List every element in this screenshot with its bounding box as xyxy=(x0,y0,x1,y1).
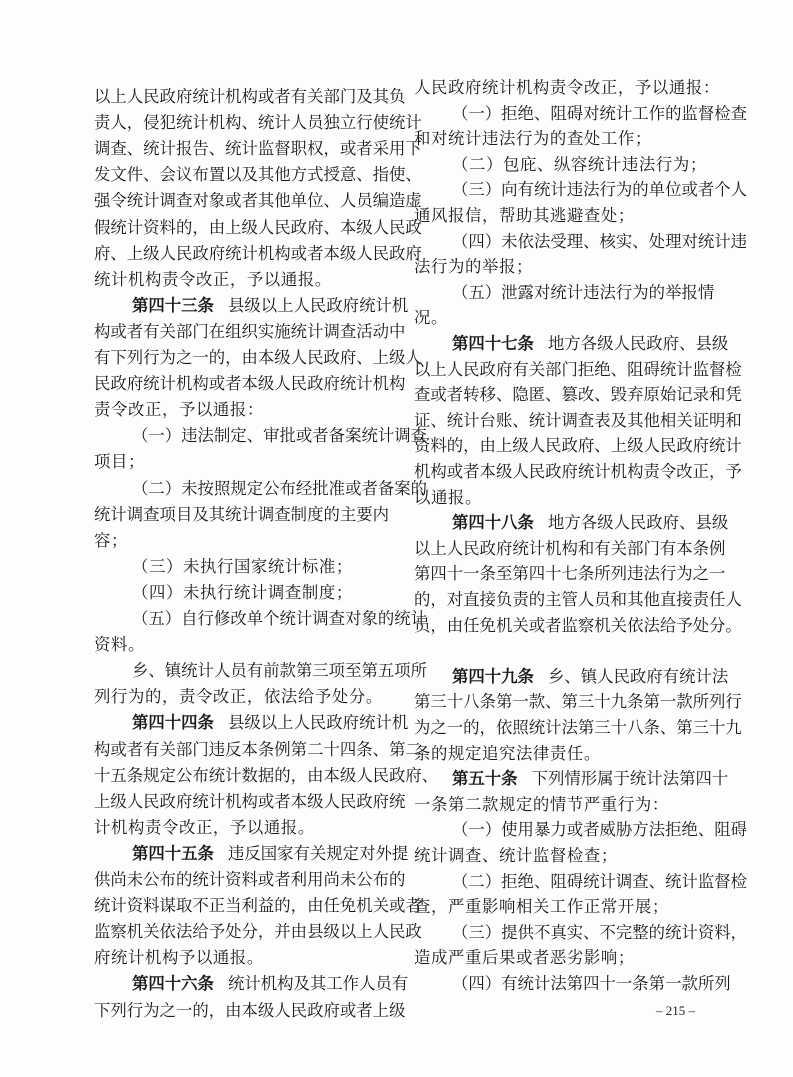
line-text: （四）未执行统计调查制度； xyxy=(132,582,353,602)
article-number: 第四十四条 xyxy=(132,713,214,733)
article-number: 第四十六条 xyxy=(132,974,214,994)
line-text: （五）自行修改单个统计调查对象的统计 xyxy=(132,609,428,628)
article-heading-line xyxy=(94,842,409,866)
line-text: 违反国家有关规定对外提 xyxy=(227,843,409,863)
text-line xyxy=(414,486,702,510)
line-text: 统计机构责令改正，予以通报。 xyxy=(94,269,332,289)
line-text: 供尚未公布的统计资料或者利用尚未公布的 xyxy=(94,870,406,889)
line-text: 机构或者本级人民政府统计机构责令改正，予 xyxy=(414,462,742,481)
text-line xyxy=(94,920,422,944)
text-line xyxy=(94,529,382,553)
text-line xyxy=(94,85,406,109)
line-text: 统计机构及其工作人员有 xyxy=(227,974,409,994)
text-line xyxy=(94,633,382,657)
line-text: 计机构责令改正，予以通报。 xyxy=(94,817,315,837)
text-line xyxy=(414,409,742,433)
line-text: 容； xyxy=(94,530,128,550)
text-line xyxy=(414,690,742,714)
article-number: 第四十三条 xyxy=(132,295,214,315)
line-text: （二）包庇、纵容统计违法行为； xyxy=(452,154,707,174)
text-line xyxy=(414,818,748,842)
line-text: 责人，侵犯统计机构、统计人员独立行使统计 xyxy=(94,113,422,133)
line-text: 以上人民政府统计机构和有关部门有本条例 xyxy=(414,538,726,558)
text-line xyxy=(414,870,748,894)
article-heading-line xyxy=(414,511,729,535)
text-line xyxy=(414,921,748,945)
text-line xyxy=(414,946,702,970)
text-line xyxy=(414,716,742,740)
line-text: 查或者转移、隐匿、篡改、毁弃原始记录和凭 xyxy=(414,385,742,405)
line-text: 府统计机构予以通报。 xyxy=(94,948,264,968)
text-line xyxy=(414,230,748,254)
text-line xyxy=(94,764,439,788)
line-text: （一）使用暴力或者威胁方法拒绝、阻碍 xyxy=(452,820,748,840)
article-heading-line xyxy=(414,665,729,689)
line-text: （五）泄露对统计违法行为的举报情 xyxy=(452,282,715,302)
text-line xyxy=(94,607,428,631)
line-text: （二）拒绝、阻碍统计调查、统计监督检 xyxy=(452,871,748,891)
article-heading-line xyxy=(94,711,409,735)
line-text: 以通报。 xyxy=(414,487,482,507)
line-text: 县级以上人民政府统计机 xyxy=(227,713,409,733)
line-text: 假统计资料的，由上级人民政府、本级人民政 xyxy=(94,217,422,237)
text-line xyxy=(414,460,742,484)
line-text: 有下列行为之一的，由本级人民政府、上级人 xyxy=(94,348,422,367)
text-line xyxy=(414,972,731,996)
line-text: 民政府统计机构或者本级人民政府统计机构 xyxy=(94,374,406,394)
line-text: 法行为的举报； xyxy=(414,257,533,277)
text-line xyxy=(94,738,422,762)
line-text: 发文件、会议布置以及其他方式授意、指使、 xyxy=(94,165,422,185)
line-text: （三）提供不真实、不完整的统计资料， xyxy=(452,922,748,942)
text-line xyxy=(414,742,702,766)
line-text: 十五条规定公布统计数据的，由本级人民政府、 xyxy=(94,765,439,785)
text-line xyxy=(94,946,382,970)
line-text: 统计调查、统计监督检查； xyxy=(414,846,618,865)
line-text: 统计资料谋取不正当利益的，由任免机关或者 xyxy=(94,896,422,916)
line-text: 项目； xyxy=(94,452,145,472)
line-text: 第三十八条第一款、第三十九条第一款所列行 xyxy=(414,692,742,712)
line-text: 为之一的，依照统计法第三十八条、第三十九 xyxy=(414,718,742,737)
line-text: 地方各级人民政府、县级 xyxy=(547,334,729,353)
text-line xyxy=(414,204,702,228)
line-text: 列行为的，责令改正，依法给予处分。 xyxy=(94,687,383,707)
line-text: 上级人民政府统计机构或者本级人民政府统 xyxy=(94,791,406,811)
article-number: 第四十九条 xyxy=(452,666,534,686)
text-line xyxy=(414,102,748,126)
line-text: 调查、统计报告、统计监督职权，或者采用下 xyxy=(94,139,422,159)
line-text: 人民政府统计机构责令改正，予以通报： xyxy=(414,78,720,97)
text-line xyxy=(414,537,726,561)
line-text: 府、上级人民政府统计机构或者本级人民政府 xyxy=(94,243,422,263)
text-line xyxy=(94,268,382,292)
line-text: 和对统计违法行为的查处工作； xyxy=(414,129,652,149)
text-line xyxy=(94,372,406,396)
text-line xyxy=(94,189,422,213)
text-line xyxy=(414,281,715,305)
line-text: 第四十一条至第四十七条所列违法行为之一 xyxy=(414,564,726,584)
article-number: 第四十八条 xyxy=(452,513,534,533)
text-line xyxy=(94,477,428,501)
page-number: – 215 – xyxy=(656,1003,695,1018)
text-line xyxy=(94,163,422,187)
line-text: 构或者有关部门违反本条例第二十四条、第二 xyxy=(94,739,422,759)
text-line xyxy=(414,588,742,612)
text-line xyxy=(414,76,720,100)
article-heading-line xyxy=(414,332,729,356)
text-line xyxy=(94,685,382,709)
text-line xyxy=(94,216,422,240)
text-line xyxy=(414,844,702,868)
line-text: 的，对直接负责的主管人员和其他直接责任人 xyxy=(414,590,742,609)
line-text: 以上人民政府有关部门拒绝、阻碍统计监督检 xyxy=(414,359,742,379)
line-text: 查，严重影响相关工作正常开展； xyxy=(414,897,669,917)
line-text: 以上人民政府统计机构或者有关部门及其负 xyxy=(94,87,406,106)
line-text: 强令统计调查对象或者其他单位、人员编造虚 xyxy=(94,191,422,211)
text-line xyxy=(94,790,406,814)
text-line xyxy=(414,255,702,279)
line-text: 通风报信，帮助其逃避查处； xyxy=(414,206,635,225)
article-number: 第四十七条 xyxy=(452,334,534,353)
text-line xyxy=(94,346,422,370)
text-line xyxy=(94,424,428,448)
line-text: 资料的，由上级人民政府、上级人民政府统计 xyxy=(414,436,742,456)
text-line xyxy=(94,242,422,266)
line-text: （四）有统计法第四十一条第一款所列 xyxy=(452,974,731,993)
text-line xyxy=(94,816,382,840)
line-text: （三）向有统计违法行为的单位或者个人 xyxy=(452,180,748,200)
text-line xyxy=(414,562,726,586)
line-text: （一）拒绝、阻碍对统计工作的监督检查 xyxy=(452,103,748,123)
line-text: 下列情形属于统计法第四十 xyxy=(531,769,729,789)
line-text: 地方各级人民政府、县级 xyxy=(547,513,729,533)
text-line xyxy=(94,659,428,683)
text-line xyxy=(414,306,702,330)
text-line xyxy=(94,581,382,605)
line-text: 乡、镇人民政府有统计法 xyxy=(547,666,729,686)
text-line xyxy=(414,639,702,663)
line-text: 一条第二款规定的情节严重行为： xyxy=(414,794,669,814)
text-line xyxy=(414,153,707,177)
line-text: 乡、镇统计人员有前款第三项至第五项所 xyxy=(132,661,428,681)
line-text: 下列行为之一的，由本级人民政府或者上级 xyxy=(94,1000,406,1020)
text-line xyxy=(94,868,406,892)
text-line xyxy=(94,398,382,422)
text-line xyxy=(414,434,742,458)
text-line xyxy=(414,127,702,151)
text-line xyxy=(414,614,742,638)
text-line xyxy=(414,383,742,407)
line-text: 证、统计台账、统计调查表及其他相关证明和 xyxy=(414,410,742,430)
line-text: 资料。 xyxy=(94,635,145,655)
article-heading-line xyxy=(94,294,409,318)
line-text: （三）未执行国家统计标准； xyxy=(132,556,353,576)
line-text: （一）违法制定、审批或者备案统计调查 xyxy=(132,426,428,446)
article-heading-line xyxy=(94,972,409,996)
text-line xyxy=(414,178,748,202)
text-line xyxy=(414,895,702,919)
article-number: 第四十五条 xyxy=(132,843,214,863)
text-line xyxy=(94,111,422,135)
line-text: 监察机关依法给予处分，并由县级以上人民政 xyxy=(94,922,422,942)
line-text: 况。 xyxy=(414,308,448,328)
line-text: （四）未依法受理、核实、处理对统计违 xyxy=(452,231,748,251)
text-line xyxy=(94,894,422,918)
line-text: 责令改正，予以通报： xyxy=(94,400,264,420)
line-text: （二）未按照规定公布经批准或者备案的 xyxy=(132,478,428,498)
text-line xyxy=(414,358,742,382)
line-text: 统计调查项目及其统计调查制度的主要内 xyxy=(94,504,390,524)
article-heading-line xyxy=(414,767,729,791)
text-line xyxy=(94,555,382,579)
text-line xyxy=(94,137,422,161)
text-line xyxy=(94,450,382,474)
text-line xyxy=(94,320,406,344)
article-number: 第五十条 xyxy=(452,769,518,789)
line-text: 构或者有关部门在组织实施统计调查活动中 xyxy=(94,321,406,341)
line-text: 条的规定追究法律责任。 xyxy=(414,743,601,763)
line-text: 员，由任免机关或者监察机关依法给予处分。 xyxy=(414,615,742,635)
line-text: 县级以上人民政府统计机 xyxy=(227,295,409,315)
text-line xyxy=(414,793,702,817)
text-line xyxy=(94,999,406,1023)
line-text: 造成严重后果或者恶劣影响； xyxy=(414,948,635,968)
text-line xyxy=(94,503,390,527)
